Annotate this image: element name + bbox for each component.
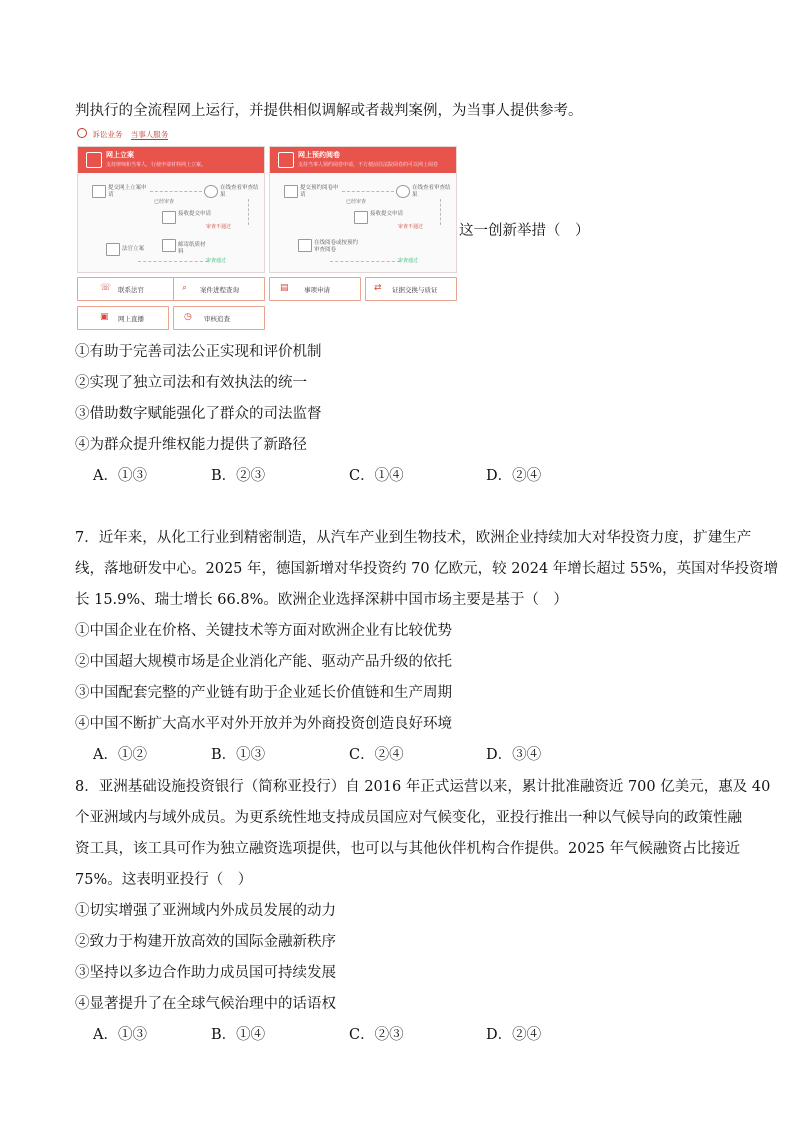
button-label: 联系法官	[118, 286, 144, 294]
doc-icon: ▤	[280, 283, 289, 293]
q6-statement: ②实现了独立司法和有效执法的统一	[75, 375, 307, 391]
flow-node: 在线查看审查结果	[412, 185, 451, 198]
case-progress-button[interactable]	[173, 277, 265, 301]
q6-statement: ①有助于完善司法公正实现和评价机制	[75, 344, 322, 360]
q8-stem: 75%。这表明亚投行（ ）	[75, 872, 253, 888]
matter-apply-button[interactable]	[269, 277, 361, 301]
option-c[interactable]: C．②④	[349, 747, 404, 763]
panel-online-filing	[77, 146, 265, 273]
online-live-button[interactable]	[77, 306, 169, 330]
q7-stem: 长 15.9%、瑞士增长 66.8%。欧洲企业选择深耕中国市场主要是基于（ ）	[75, 592, 568, 608]
figure-header	[77, 128, 168, 142]
option-a[interactable]: A．①③	[93, 1027, 147, 1043]
flow-mark: 审查通过	[398, 258, 419, 264]
flow-connector	[150, 191, 202, 192]
q7-statement: ③中国配套完整的产业链有助于企业延长价值链和生产周期	[75, 685, 452, 701]
flow-connector	[248, 199, 249, 225]
q8-statement: ②致力于构建开放高效的国际金融新秩序	[75, 934, 336, 950]
flow-node: 法官立案	[122, 246, 145, 252]
evidence-exchange-button[interactable]	[365, 277, 457, 301]
option-b[interactable]: B．①③	[211, 747, 266, 763]
q8-statement: ①切实增强了亚洲域内外成员发展的动力	[75, 903, 336, 919]
search-doc-icon: ⌕	[182, 283, 188, 293]
q6-stem-tail: 这一创新举措（ ）	[459, 223, 590, 239]
computer-icon	[86, 152, 102, 168]
paragraph-continuation: 判执行的全流程网上运行，并提供相似调解或者裁判案例，为当事人提供参考。	[75, 103, 583, 119]
flow-node: 在线阅卷或按预约审查阅卷	[314, 240, 359, 253]
option-a[interactable]: A．①③	[93, 468, 147, 484]
q8-stem: 资工具，该工具可作为独立融资选项提供，也可以与其他伙伴机构合作提供。2025 年气候融资占比接近	[75, 841, 741, 857]
q6-statement: ③借助数字赋能强化了群众的司法监督	[75, 406, 322, 422]
document-icon	[162, 211, 176, 224]
q8-statement: ④显著提升了在全球气候治理中的话语权	[75, 996, 336, 1012]
phone-icon: ☏	[100, 283, 112, 293]
flow-node: 接收提交申请	[178, 211, 212, 217]
q7-stem: 线，落地研发中心。2025 年，德国新增对华投资约 70 亿欧元，较 2024 年增长超过 55%，英国对华投资增	[75, 561, 779, 577]
q7-statement: ④中国不断扩大高水平对外开放并为外商投资创造良好环境	[75, 716, 452, 732]
flow-mark: 已经审查	[154, 199, 175, 205]
q8-stem: 个亚洲域内与域外成员。为更系统性地支持成员国应对气候变化，亚投行推出一种以气候导向的政策性融	[75, 810, 742, 826]
flow-mark: 审查不通过	[206, 224, 232, 230]
mail-icon	[162, 239, 176, 252]
option-a[interactable]: A．①②	[93, 747, 147, 763]
panel-title: 网上预约阅卷	[298, 151, 340, 159]
option-d[interactable]: D．②④	[486, 468, 542, 484]
calendar-icon: ▣	[100, 312, 109, 322]
flow-node: 在线查看审查结果	[220, 185, 259, 198]
q8-statement: ③坚持以多边合作助力成员国可持续发展	[75, 965, 336, 981]
flow-connector	[440, 199, 441, 225]
screen-icon	[298, 239, 312, 252]
button-label: 案件进程查询	[200, 286, 239, 294]
option-d[interactable]: D．③④	[486, 747, 542, 763]
q7-stem: 7．近年来，从化工行业到精密制造，从汽车产业到生物技术，欧洲企业持续加大对华投资力度，扩建生产	[75, 530, 752, 546]
option-b[interactable]: B．①④	[211, 1027, 266, 1043]
button-label: 证据交换与质证	[392, 286, 438, 294]
judge-icon	[106, 243, 120, 256]
flow-mark: 审查不通过	[398, 224, 424, 230]
option-b[interactable]: B．②③	[211, 468, 266, 484]
exchange-icon: ⇄	[374, 283, 382, 293]
button-label: 事项申请	[304, 286, 330, 294]
panel-header	[78, 147, 264, 173]
printer-icon	[284, 185, 298, 198]
clock-icon: ◷	[184, 312, 192, 322]
flow-mark: 已经审查	[346, 199, 367, 205]
document-icon	[354, 211, 368, 224]
button-label: 网上直播	[118, 315, 144, 323]
flow-mark: 审查通过	[206, 258, 227, 264]
magnifier-icon	[396, 185, 410, 198]
figure-tab-litigation: 诉讼业务	[92, 130, 123, 139]
flow-connector	[342, 191, 394, 192]
option-c[interactable]: C．②③	[349, 1027, 404, 1043]
court-logo-icon	[77, 128, 87, 138]
flow-node: 提交预约阅卷申请	[300, 185, 339, 198]
panel-header	[270, 147, 456, 173]
printer-icon	[92, 185, 106, 198]
computer-icon	[278, 152, 294, 168]
panel-title: 网上立案	[106, 151, 134, 159]
flow-node: 提交网上立案申请	[108, 185, 147, 198]
q7-statement: ②中国超大规模市场是企业消化产能、驱动产品升级的依托	[75, 654, 452, 670]
figure-tab-party-service: 当事人服务	[130, 130, 169, 139]
panel-online-reading	[269, 146, 457, 273]
panel-subtitle: 支持当事人预约阅卷申请，不方便前往法院阅卷的可以网上阅卷	[298, 162, 439, 168]
review-trace-button[interactable]	[173, 306, 265, 330]
flow-node: 邮寄纸质材料	[178, 242, 206, 255]
panel-subtitle: 支持律师和当事人，行使申请材料网上立案。	[106, 162, 207, 168]
q7-statement: ①中国企业在价格、关键技术等方面对欧洲企业有比较优势	[75, 623, 452, 639]
option-d[interactable]: D．②④	[486, 1027, 542, 1043]
court-service-figure	[77, 124, 457, 334]
flow-node: 接收提交申请	[370, 211, 404, 217]
magnifier-icon	[204, 185, 218, 198]
q6-statement: ④为群众提升维权能力提供了新路径	[75, 437, 307, 453]
option-c[interactable]: C．①④	[349, 468, 404, 484]
flow-connector	[330, 261, 400, 262]
q8-stem: 8．亚洲基础设施投资银行（简称亚投行）自 2016 年正式运营以来，累计批准融资近 700 亿美元，惠及 40	[75, 779, 771, 795]
flow-connector	[138, 261, 208, 262]
button-label: 审核追查	[204, 315, 230, 323]
